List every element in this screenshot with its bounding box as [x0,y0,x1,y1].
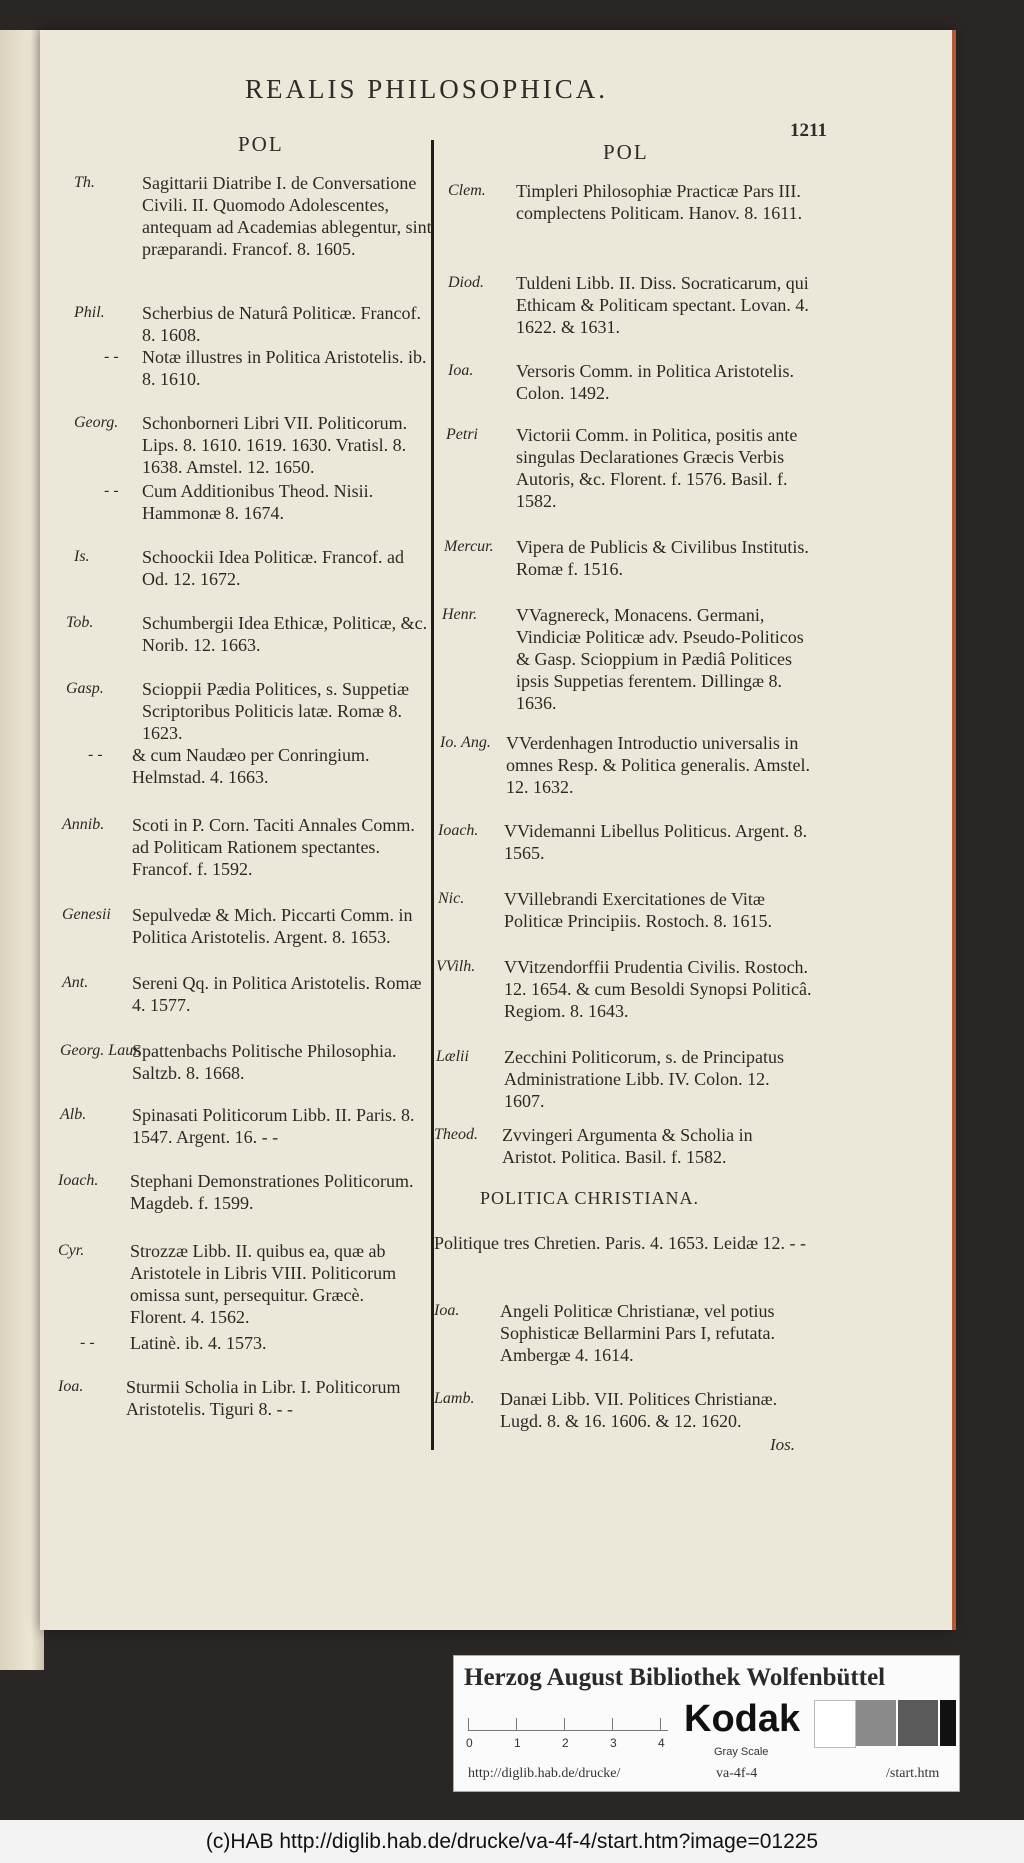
author-firstname: Nic. [438,890,465,907]
entry-text: Scherbius de Naturâ Politicæ. Francof. 8. 1608. [142,303,421,345]
entry-text: VVerdenhagen Introductio universalis in omnes Resp. & Politica generalis. Amstel. 12. 1632. [506,733,810,797]
entry-text: Zecchini Politicorum, s. de Principatus Administratione Libb. IV. Colon. 12. 1607. [504,1047,784,1111]
entry-text: Vipera de Publicis & Civilibus Institutis. Romæ f. 1516. [516,537,809,579]
library-name: Herzog August Bibliothek Wolfenbüttel [464,1664,886,1691]
entry-text: VVillebrandi Exercitationes de Vitæ Politicæ Principiis. Rostoch. 8. 1615. [504,889,773,931]
entry-text: VVagnereck, Monacens. Germani, Vindiciæ Politicæ adv. Pseudo-Politicos & Gasp. Scioppium in Pædiâ Politices ipsis Suppetias ferentem. Dillingæ 8. 1636. [516,605,804,713]
ditto-mark: - - [88,746,103,763]
entry-text: Strozzæ Libb. II. quibus ea, quæ ab Aristotele in Libris VIII. Politicorum omissa sunt, persequitur. Græcè. Florent. 4. 1562. [130,1241,397,1327]
author-firstname: Tob. [66,614,94,631]
author-firstname: Alb. [60,1106,87,1123]
running-title: REALIS PHILOSOPHICA. [245,74,609,104]
gray-swatch-dark [898,1700,938,1746]
author-firstname: Ioa. [448,362,474,379]
entry-text: Spattenbachs Politische Philosophia. Saltzb. 8. 1668. [132,1041,397,1083]
author-firstname: Petri [446,426,478,443]
scale-number: 2 [562,1736,569,1750]
author-firstname: Ant. [62,974,89,991]
entry-text: Politique tres Chretien. Paris. 4. 1653. Leidæ 12. - - [434,1233,806,1253]
entry-text: Notæ illustres in Politica Aristotelis. ib. 8. 1610. [142,347,427,389]
entry-text: Tuldeni Libb. II. Diss. Socraticarum, qui Ethicam & Politicam spectant. Lovan. 4. 1622. & 1631. [516,273,809,337]
entry-text: Timpleri Philosophiæ Practicæ Pars III. complectens Politicam. Hanov. 8. 1611. [516,181,803,223]
entry-text: Stephani Demonstrationes Politicorum. Magdeb. f. 1599. [130,1171,414,1213]
author-firstname: VVilh. [436,958,476,975]
entry-text: VVidemanni Libellus Politicus. Argent. 8. 1565. [504,821,808,863]
section-heading: POLITICA CHRISTIANA. [480,1188,700,1208]
kodak-logo: Kodak [684,1698,801,1740]
scale-number: 4 [658,1736,665,1750]
ruler-scale [468,1704,668,1731]
entry-text: Spinasati Politicorum Libb. II. Paris. 8. 1547. Argent. 16. - - [132,1105,415,1147]
author-firstname: Lælii [436,1048,469,1065]
right-column-heading: POL [603,140,649,164]
entry-text: Danæi Libb. VII. Politices Christianæ. Lugd. 8. & 16. 1606. & 12. 1620. [500,1389,778,1431]
page-number: 1211 [790,120,827,141]
entry-text: Cum Additionibus Theod. Nisii. Hammonæ 8. 1674. [142,481,374,523]
entry-text: Schoockii Idea Politicæ. Francof. ad Od. 12. 1672. [142,547,404,589]
author-firstname: Genesii [62,906,111,923]
entry-text: VVitzendorffii Prudentia Civilis. Rostoch. 12. 1654. & cum Besoldi Synopsi Politicâ. Regiom. 8. 1643. [504,957,812,1021]
gray-scale-label: Gray Scale [714,1746,769,1758]
scale-number: 0 [466,1736,473,1750]
author-firstname: Theod. [434,1126,478,1143]
facing-page-edge [0,30,44,1670]
author-firstname: Gasp. [66,680,104,697]
copyright-footer: (c)HAB http://diglib.hab.de/drucke/va-4f-4/start.htm?image=01225 [0,1820,1024,1863]
gray-swatch-black [940,1700,956,1746]
entry-text: Scioppii Pædia Politices, s. Suppetiæ Scriptoribus Politicis latæ. Romæ 8. 1623. [142,679,410,743]
gray-swatch-mid [856,1700,896,1746]
author-firstname: Ioach. [58,1172,99,1189]
url-right: /start.htm [886,1766,940,1781]
ditto-mark: - - [104,482,119,499]
author-firstname: Georg. [74,414,119,431]
entry-text: Zvvingeri Argumenta & Scholia in Aristot. Politica. Basil. f. 1582. [502,1125,753,1167]
author-firstname: Ioa. [434,1302,460,1319]
author-firstname: Phil. [74,304,105,321]
entry-text: Victorii Comm. in Politica, positis ante singulas Declarationes Græcis Verbis Autoris, &c. Florent. f. 1576. Basil. f. 1582. [516,425,798,511]
author-firstname: Diod. [448,274,484,291]
ditto-mark: - - [104,348,119,365]
gray-swatch-white [814,1700,856,1748]
entry-text: Schonborneri Libri VII. Politicorum. Lips. 8. 1610. 1619. 1630. Vratisl. 8. 1638. Amstel. 12. 1650. [142,413,408,477]
entry-text: Sturmii Scholia in Libr. I. Politicorum Aristotelis. Tiguri 8. - - [126,1377,401,1419]
author-firstname: Georg. Laur. [60,1042,142,1059]
scale-number: 1 [514,1736,521,1750]
entry-text: Scoti in P. Corn. Taciti Annales Comm. ad Politicam Rationem spectantes. Francof. f. 1592. [132,815,415,879]
author-firstname: Cyr. [58,1242,85,1259]
author-firstname: Th. [74,174,95,191]
entry-text: Schumbergii Idea Ethicæ, Politicæ, &c. Norib. 12. 1663. [142,613,428,655]
ditto-mark: - - [80,1334,95,1351]
entry-text: Sagittarii Diatribe I. de Conversatione Civili. II. Quomodo Adolescentes, antequam ad Academias ablegentur, sint præparandi. Francof. 8. 1605. [142,173,432,259]
author-firstname: Henr. [442,606,478,623]
left-column-heading: POL [238,132,284,156]
author-firstname: Io. Ang. [440,734,491,751]
url-mid: va-4f-4 [716,1766,758,1781]
entry-text: Sepulvedæ & Mich. Piccarti Comm. in Politica Aristotelis. Argent. 8. 1653. [132,905,413,947]
catchword: Ios. [770,1435,796,1454]
author-firstname: Ioa. [58,1378,84,1395]
url-left: http://diglib.hab.de/drucke/ [468,1766,621,1781]
entry-text: & cum Naudæo per Conringium. Helmstad. 4. 1663. [132,745,370,787]
author-firstname: Is. [74,548,90,565]
author-firstname: Lamb. [434,1390,475,1407]
library-color-card [453,1655,960,1792]
entry-text: Versoris Comm. in Politica Aristotelis. Colon. 1492. [516,361,794,403]
author-firstname: Ioach. [438,822,479,839]
author-firstname: Annib. [62,816,105,833]
scale-number: 3 [610,1736,617,1750]
entry-text: Sereni Qq. in Politica Aristotelis. Romæ 4. 1577. [132,973,422,1015]
entry-text: Angeli Politicæ Christianæ, vel potius Sophisticæ Bellarmini Pars I, refutata. Ambergæ 4. 1614. [500,1301,775,1365]
author-firstname: Mercur. [444,538,494,555]
entry-text: Latinè. ib. 4. 1573. [130,1333,267,1353]
author-firstname: Clem. [448,182,486,199]
